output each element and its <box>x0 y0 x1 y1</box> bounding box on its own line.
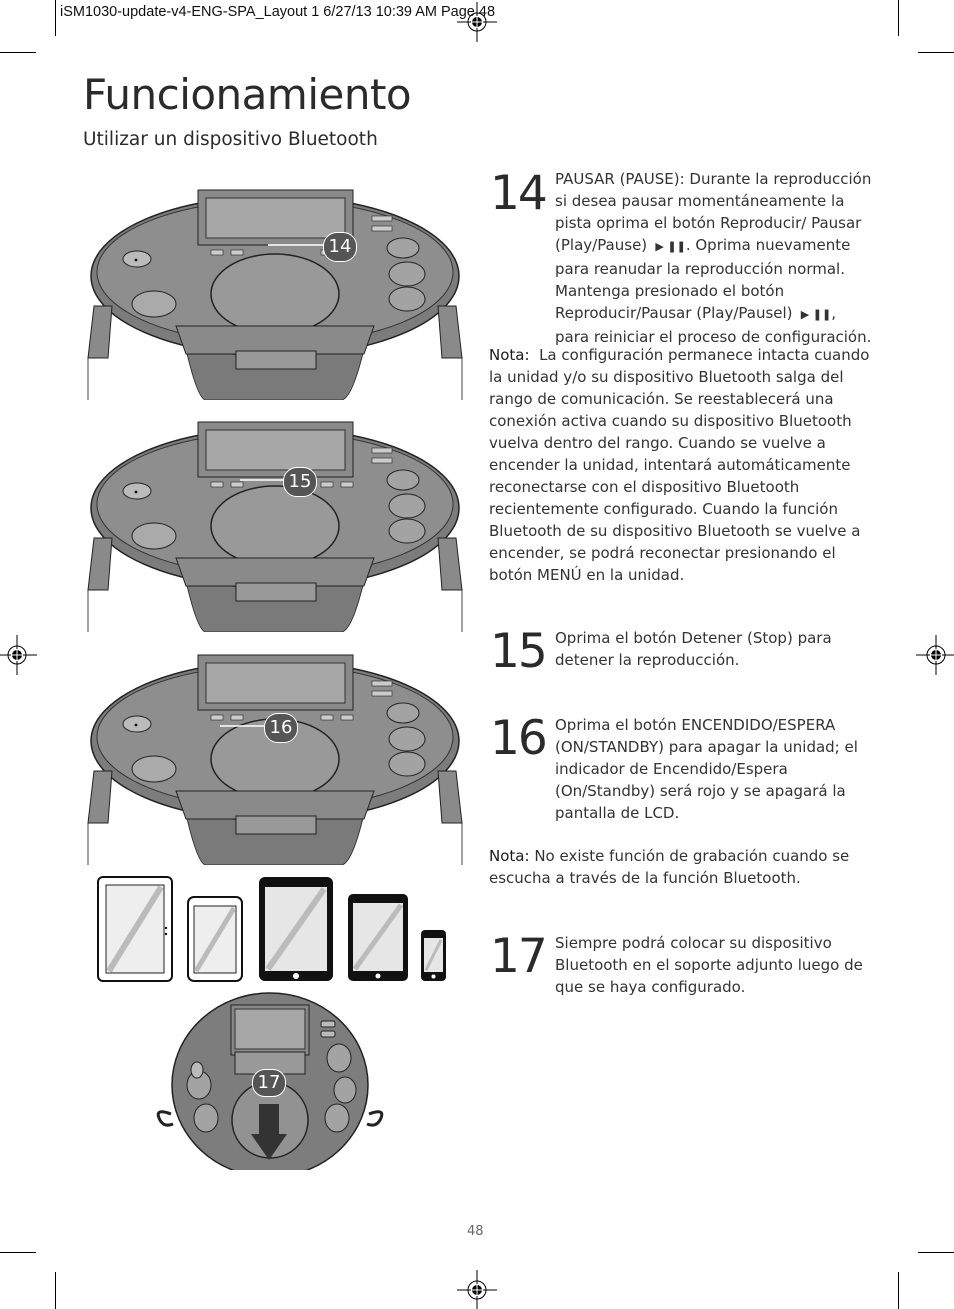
page-subtitle: Utilizar un dispositivo Bluetooth <box>83 129 378 150</box>
bluetooth-devices-illustration <box>95 873 451 985</box>
step-number-17: 17 <box>490 929 546 984</box>
page-number: 48 <box>467 1224 484 1239</box>
print-slug: iSM1030-update-v4-ENG-SPA_Layout 1 6/27/13 10:39 AM Page 48 <box>60 4 496 20</box>
text-line <box>555 234 885 258</box>
text-segment: La configuración permanece intacta cuando <box>539 346 870 364</box>
note-label: Nota: <box>489 847 530 865</box>
text-line: Oprima el botón Detener (Stop) para <box>555 629 832 647</box>
text-line: reconectarse con el dispositivo Bluetooth <box>489 478 800 496</box>
text-segment: , <box>831 304 836 322</box>
page-title: Funcionamiento <box>83 70 412 119</box>
step-number-15: 15 <box>490 624 546 679</box>
text-line: la unidad y/o su dispositivo Bluetooth salga del <box>489 368 844 386</box>
text-line: PAUSAR (PAUSE): Durante la reproducción <box>555 170 872 188</box>
step-14-text <box>555 168 885 348</box>
text-line: para reiniciar el proceso de configuración. <box>555 328 872 346</box>
step-17-text <box>555 932 885 998</box>
text-line: pantalla de LCD. <box>555 804 680 822</box>
text-line: (ON/STANDBY) para apagar la unidad; el <box>555 738 858 756</box>
text-segment: . Oprima nuevamente <box>685 236 851 254</box>
text-line: vuelva dentro del rango. Cuando se vuelve a <box>489 434 826 452</box>
text-line: indicador de Encendido/Espera <box>555 760 788 778</box>
text-line: detener la reproducción. <box>555 651 740 669</box>
play-pause-icon: ▶ ❚❚ <box>797 308 832 321</box>
text-segment: Reproducir/Pausar (Play/Pausel) <box>555 304 793 322</box>
text-line: encender, se podrá reconectar presionando el <box>489 544 836 562</box>
text-line: que se haya configurado. <box>555 978 746 996</box>
step-number-14: 14 <box>490 166 546 221</box>
text-line <box>489 845 879 867</box>
note-label: Nota: <box>489 346 530 364</box>
text-line <box>489 344 879 366</box>
callout-badge-14: 14 <box>323 232 357 262</box>
callout-badge-16: 16 <box>264 713 298 743</box>
text-line: encender la unidad, intentará automáticamente <box>489 456 851 474</box>
text-line: pista oprima el botón Reproducir/ Pausar <box>555 214 862 232</box>
callout-badge-15: 15 <box>283 467 317 497</box>
step-16-note <box>489 845 879 889</box>
text-line: Bluetooth de su dispositivo Bluetooth se vuelve a <box>489 522 861 540</box>
text-line: recientemente configurado. Cuando la función <box>489 500 838 518</box>
text-line: Bluetooth en el soporte adjunto luego de <box>555 956 863 974</box>
text-line: Siempre podrá colocar su dispositivo <box>555 934 832 952</box>
step-16-text <box>555 714 885 824</box>
text-segment: No existe función de grabación cuando se <box>534 847 850 865</box>
text-line: escucha a través de la función Bluetooth. <box>489 869 801 887</box>
text-line: botón MENÚ en la unidad. <box>489 566 685 584</box>
text-line: (On/Standby) será rojo y se apagará la <box>555 782 846 800</box>
text-segment: (Play/Pause) <box>555 236 648 254</box>
text-line: Mantenga presionado el botón <box>555 282 785 300</box>
play-pause-icon: ▶ ❚❚ <box>651 240 686 253</box>
step-15-text <box>555 627 885 671</box>
text-line: conexión activa cuando su dispositivo Bluetooth <box>489 412 852 430</box>
text-line: rango de comunicación. Se reestablecerá una <box>489 390 834 408</box>
text-line: Oprima el botón ENCENDIDO/ESPERA <box>555 716 836 734</box>
text-line <box>555 302 885 326</box>
text-line: si desea pausar momentáneamente la <box>555 192 845 210</box>
callout-badge-17: 17 <box>252 1069 286 1097</box>
text-line: para reanudar la reproducción normal. <box>555 260 845 278</box>
step-number-16: 16 <box>490 711 546 766</box>
step-14-note <box>489 344 879 586</box>
